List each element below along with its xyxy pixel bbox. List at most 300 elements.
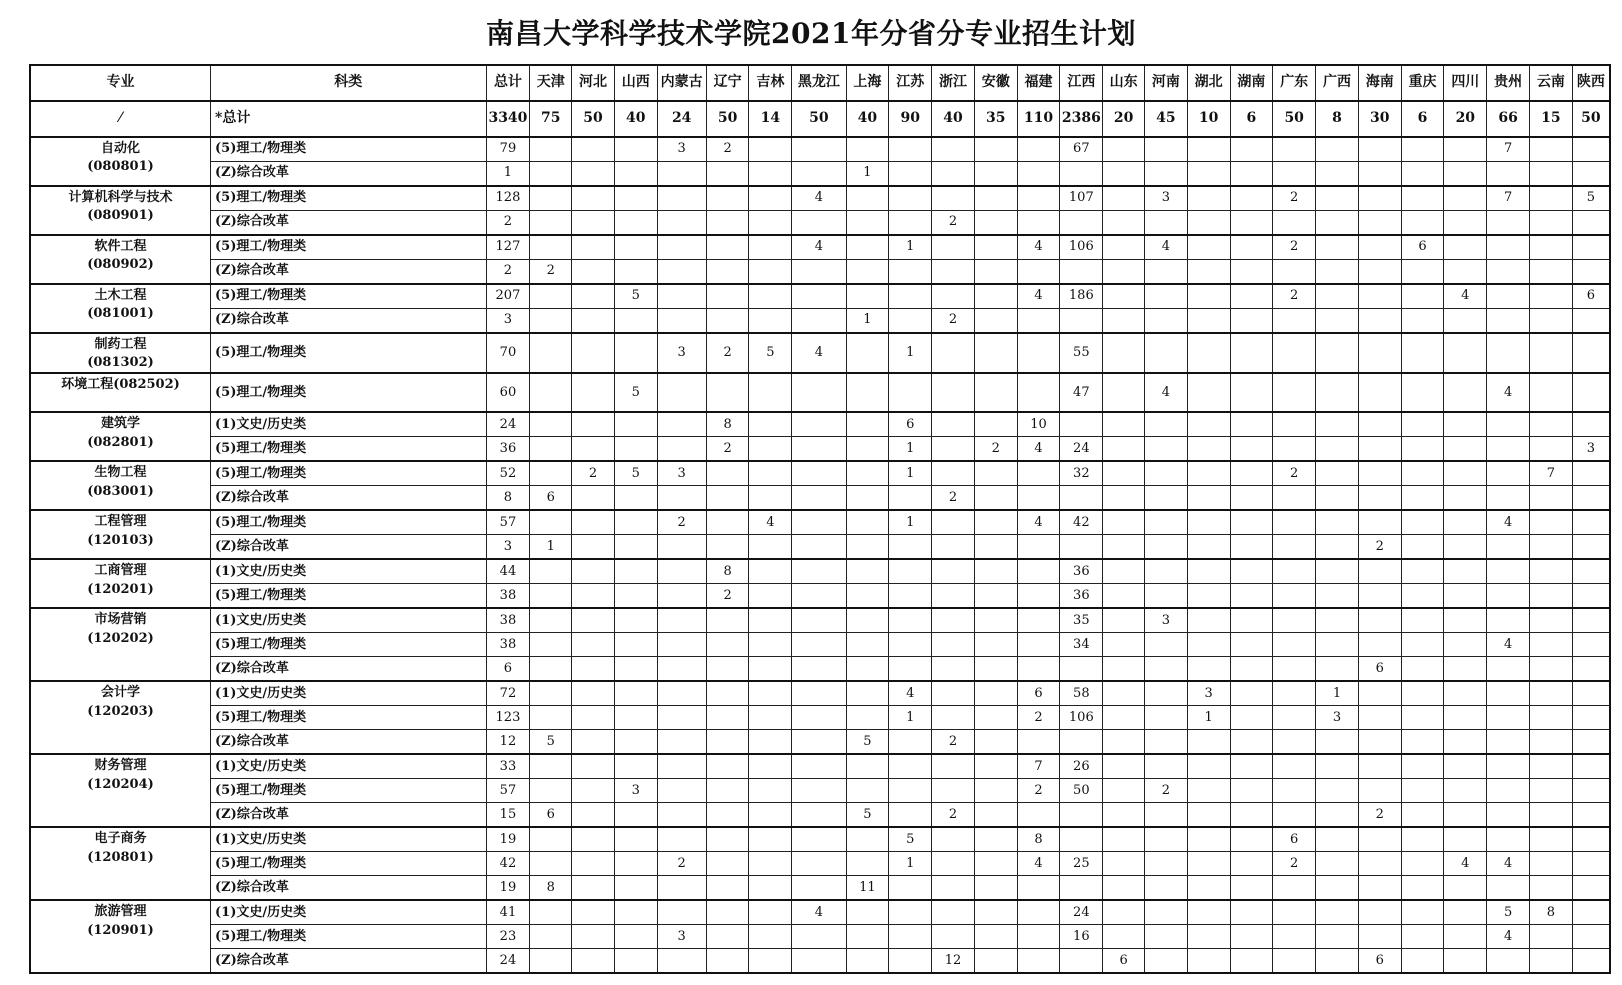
count-cell (1017, 373, 1060, 412)
count-cell (749, 584, 792, 609)
enrollment-plan-table (29, 64, 1611, 974)
count-cell (889, 284, 932, 309)
column-header: 海南 (1358, 65, 1401, 101)
count-cell (530, 949, 572, 974)
count-cell (932, 900, 975, 925)
subject-type-cell: (Z)综合改革 (211, 876, 487, 901)
table-row (30, 681, 1610, 706)
count-cell: 26 (1060, 754, 1103, 779)
count-cell: 1 (889, 510, 932, 535)
count-cell (749, 852, 792, 876)
count-cell (974, 309, 1017, 334)
count-cell (932, 260, 975, 285)
count-cell (1273, 260, 1316, 285)
count-cell (792, 730, 846, 755)
count-cell (792, 486, 846, 511)
count-cell: 4 (1444, 852, 1487, 876)
count-cell: 52 (486, 461, 530, 486)
count-cell (1572, 486, 1610, 511)
count-cell: 2 (1017, 779, 1060, 803)
count-cell (1103, 852, 1145, 876)
count-cell (657, 584, 706, 609)
count-cell (1529, 309, 1572, 334)
count-cell (1017, 584, 1060, 609)
count-cell (1017, 876, 1060, 901)
count-cell (1401, 309, 1444, 334)
count-cell (530, 211, 572, 236)
count-cell (614, 309, 657, 334)
count-cell (1401, 461, 1444, 486)
count-cell (1401, 260, 1444, 285)
count-cell (1529, 949, 1572, 974)
count-cell: 70 (486, 333, 530, 373)
count-cell (1529, 584, 1572, 609)
count-cell (1316, 925, 1359, 949)
count-cell (932, 584, 975, 609)
total-value-cell: 50 (1572, 101, 1610, 137)
count-cell (1187, 827, 1230, 852)
count-cell (706, 535, 749, 560)
count-cell (1230, 412, 1273, 437)
column-header: 广东 (1273, 65, 1316, 101)
count-cell (889, 486, 932, 511)
count-cell (889, 779, 932, 803)
total-value-cell: 8 (1316, 101, 1359, 137)
count-cell (1230, 633, 1273, 657)
count-cell: 6 (889, 412, 932, 437)
count-cell (1401, 754, 1444, 779)
count-cell (572, 260, 615, 285)
count-cell (846, 681, 889, 706)
count-cell (889, 211, 932, 236)
count-cell (1187, 309, 1230, 334)
count-cell (1187, 373, 1230, 412)
count-cell (1230, 186, 1273, 211)
count-cell: 24 (1060, 900, 1103, 925)
count-cell (657, 779, 706, 803)
subject-type-cell: (5)理工/物理类 (211, 510, 487, 535)
count-cell: 3 (657, 137, 706, 162)
count-cell: 72 (486, 681, 530, 706)
count-cell (530, 754, 572, 779)
total-value-cell: 50 (792, 101, 846, 137)
table-row (30, 437, 1610, 462)
count-cell (1444, 373, 1487, 412)
count-cell (530, 559, 572, 584)
subject-type-cell: (5)理工/物理类 (211, 186, 487, 211)
total-value-cell: 15 (1529, 101, 1572, 137)
count-cell (1187, 900, 1230, 925)
count-cell: 4 (1487, 852, 1530, 876)
count-cell (1230, 608, 1273, 633)
count-cell (1316, 309, 1359, 334)
count-cell (846, 235, 889, 260)
count-cell (1103, 681, 1145, 706)
count-cell: 38 (486, 584, 530, 609)
count-cell (1444, 949, 1487, 974)
count-cell: 2 (1273, 186, 1316, 211)
count-cell: 2 (1273, 461, 1316, 486)
count-cell: 47 (1060, 373, 1103, 412)
count-cell (1060, 803, 1103, 828)
count-cell (572, 535, 615, 560)
count-cell (1444, 211, 1487, 236)
count-cell: 3 (486, 309, 530, 334)
count-cell: 6 (530, 803, 572, 828)
count-cell (1230, 779, 1273, 803)
count-cell (932, 373, 975, 412)
column-header: 河南 (1144, 65, 1187, 101)
count-cell: 36 (1060, 584, 1103, 609)
table-row (30, 584, 1610, 609)
count-cell: 4 (792, 333, 846, 373)
count-cell (889, 925, 932, 949)
count-cell: 1 (530, 535, 572, 560)
count-cell (932, 827, 975, 852)
count-cell (1230, 900, 1273, 925)
count-cell (1144, 559, 1187, 584)
count-cell (1273, 437, 1316, 462)
count-cell: 60 (486, 373, 530, 412)
count-cell (1444, 584, 1487, 609)
count-cell (1572, 827, 1610, 852)
count-cell (1444, 876, 1487, 901)
count-cell (1401, 186, 1444, 211)
count-cell (792, 284, 846, 309)
count-cell (1572, 925, 1610, 949)
count-cell (1017, 461, 1060, 486)
count-cell: 15 (486, 803, 530, 828)
count-cell (572, 608, 615, 633)
count-cell (1230, 235, 1273, 260)
total-value-cell: 40 (932, 101, 975, 137)
count-cell (530, 235, 572, 260)
count-cell (1529, 535, 1572, 560)
count-cell: 4 (1444, 284, 1487, 309)
count-cell: 6 (1103, 949, 1145, 974)
count-cell (657, 309, 706, 334)
count-cell (1316, 949, 1359, 974)
count-cell (1529, 827, 1572, 852)
count-cell (974, 706, 1017, 730)
count-cell (932, 333, 975, 373)
count-cell (1103, 584, 1145, 609)
count-cell: 4 (1017, 235, 1060, 260)
count-cell (1144, 535, 1187, 560)
count-cell (1487, 235, 1530, 260)
count-cell (1230, 803, 1273, 828)
count-cell (572, 235, 615, 260)
count-cell (974, 486, 1017, 511)
table-row (30, 461, 1610, 486)
count-cell (530, 284, 572, 309)
count-cell (1017, 730, 1060, 755)
count-cell (614, 706, 657, 730)
count-cell (846, 412, 889, 437)
count-cell (932, 412, 975, 437)
count-cell (1273, 211, 1316, 236)
table-row (30, 373, 1610, 412)
count-cell (1401, 559, 1444, 584)
count-cell: 1 (889, 706, 932, 730)
count-cell (614, 827, 657, 852)
count-cell (1187, 876, 1230, 901)
count-cell: 36 (1060, 559, 1103, 584)
total-value-cell: 20 (1444, 101, 1487, 137)
total-value-cell: 50 (1273, 101, 1316, 137)
count-cell (1187, 949, 1230, 974)
count-cell (1401, 925, 1444, 949)
count-cell: 8 (1529, 900, 1572, 925)
count-cell (1572, 803, 1610, 828)
count-cell: 2 (1273, 235, 1316, 260)
count-cell (1144, 803, 1187, 828)
count-cell: 3 (657, 925, 706, 949)
count-cell (1017, 162, 1060, 187)
count-cell (706, 373, 749, 412)
count-cell: 6 (1401, 235, 1444, 260)
count-cell (1358, 827, 1401, 852)
total-value-cell: 30 (1358, 101, 1401, 137)
count-cell (1316, 730, 1359, 755)
count-cell (932, 535, 975, 560)
count-cell (889, 730, 932, 755)
count-cell (1230, 437, 1273, 462)
count-cell (1187, 333, 1230, 373)
table-row (30, 211, 1610, 236)
table-row (30, 559, 1610, 584)
count-cell (1060, 412, 1103, 437)
count-cell (572, 754, 615, 779)
count-cell (1487, 162, 1530, 187)
count-cell (1401, 657, 1444, 682)
count-cell (1187, 437, 1230, 462)
count-cell: 5 (530, 730, 572, 755)
table-row (30, 412, 1610, 437)
count-cell (572, 681, 615, 706)
count-cell (792, 779, 846, 803)
count-cell (1144, 657, 1187, 682)
total-value-cell: 45 (1144, 101, 1187, 137)
count-cell (932, 852, 975, 876)
count-cell (749, 925, 792, 949)
table-row (30, 608, 1610, 633)
count-cell: 1 (846, 309, 889, 334)
count-cell (1103, 608, 1145, 633)
count-cell: 106 (1060, 706, 1103, 730)
subject-type-cell: (5)理工/物理类 (211, 633, 487, 657)
count-cell (1103, 309, 1145, 334)
subject-type-cell: (5)理工/物理类 (211, 137, 487, 162)
count-cell (657, 211, 706, 236)
count-cell (572, 373, 615, 412)
count-cell (846, 754, 889, 779)
count-cell (932, 235, 975, 260)
count-cell (1316, 827, 1359, 852)
count-cell (657, 235, 706, 260)
count-cell (706, 925, 749, 949)
count-cell (530, 186, 572, 211)
count-cell (974, 260, 1017, 285)
count-cell (1401, 633, 1444, 657)
count-cell (1572, 657, 1610, 682)
count-cell (974, 333, 1017, 373)
count-cell (706, 633, 749, 657)
count-cell (614, 535, 657, 560)
count-cell (749, 706, 792, 730)
count-cell (706, 681, 749, 706)
count-cell (1529, 137, 1572, 162)
count-cell (1444, 633, 1487, 657)
count-cell: 38 (486, 633, 530, 657)
count-cell (749, 437, 792, 462)
count-cell (1316, 535, 1359, 560)
count-cell (1144, 486, 1187, 511)
subject-type-cell: (Z)综合改革 (211, 803, 487, 828)
count-cell (1401, 162, 1444, 187)
count-cell (706, 510, 749, 535)
count-cell (749, 211, 792, 236)
subject-type-cell: (1)文史/历史类 (211, 412, 487, 437)
count-cell (657, 730, 706, 755)
count-cell (1230, 559, 1273, 584)
count-cell (792, 559, 846, 584)
count-cell (749, 309, 792, 334)
count-cell (1487, 211, 1530, 236)
count-cell (974, 754, 1017, 779)
count-cell (846, 373, 889, 412)
count-cell (1230, 284, 1273, 309)
count-cell (1401, 681, 1444, 706)
count-cell: 19 (486, 876, 530, 901)
count-cell (706, 260, 749, 285)
count-cell (1529, 373, 1572, 412)
count-cell: 4 (1017, 437, 1060, 462)
count-cell (1273, 803, 1316, 828)
count-cell (1144, 827, 1187, 852)
count-cell (1144, 211, 1187, 236)
count-cell (572, 510, 615, 535)
count-cell (1358, 235, 1401, 260)
table-row (30, 309, 1610, 334)
count-cell (749, 949, 792, 974)
count-cell (1103, 235, 1145, 260)
count-cell (1103, 211, 1145, 236)
count-cell (846, 284, 889, 309)
count-cell (889, 309, 932, 334)
count-cell: 8 (486, 486, 530, 511)
count-cell (1487, 681, 1530, 706)
count-cell (1358, 925, 1401, 949)
subject-type-cell: (5)理工/物理类 (211, 852, 487, 876)
count-cell: 3 (1572, 437, 1610, 462)
count-cell (1017, 608, 1060, 633)
count-cell (974, 852, 1017, 876)
count-cell (1358, 373, 1401, 412)
count-cell (1529, 779, 1572, 803)
count-cell (1230, 461, 1273, 486)
count-cell (1103, 900, 1145, 925)
count-cell (706, 949, 749, 974)
count-cell (1401, 730, 1444, 755)
count-cell (530, 461, 572, 486)
count-cell (1316, 284, 1359, 309)
count-cell (1487, 657, 1530, 682)
count-cell (614, 186, 657, 211)
count-cell (657, 535, 706, 560)
count-cell: 4 (1487, 373, 1530, 412)
count-cell: 2 (486, 211, 530, 236)
count-cell (657, 949, 706, 974)
count-cell: 1 (846, 162, 889, 187)
table-row (30, 925, 1610, 949)
count-cell (749, 754, 792, 779)
count-cell (1144, 754, 1187, 779)
table-row (30, 260, 1610, 285)
count-cell (792, 309, 846, 334)
count-cell (1572, 706, 1610, 730)
count-cell (1444, 461, 1487, 486)
count-cell: 8 (1017, 827, 1060, 852)
count-cell (1230, 852, 1273, 876)
count-cell (1444, 803, 1487, 828)
count-cell: 4 (889, 681, 932, 706)
count-cell (1572, 608, 1610, 633)
count-cell (530, 309, 572, 334)
count-cell (614, 559, 657, 584)
count-cell (1487, 412, 1530, 437)
count-cell (1444, 681, 1487, 706)
count-cell: 23 (486, 925, 530, 949)
count-cell (1358, 876, 1401, 901)
count-cell (974, 211, 1017, 236)
count-cell (572, 657, 615, 682)
count-cell (1103, 486, 1145, 511)
count-cell (1358, 333, 1401, 373)
count-cell (1529, 235, 1572, 260)
count-cell (1103, 333, 1145, 373)
count-cell (614, 211, 657, 236)
count-cell: 6 (1273, 827, 1316, 852)
count-cell: 42 (1060, 510, 1103, 535)
count-cell (1103, 706, 1145, 730)
count-cell (1444, 900, 1487, 925)
table-row (30, 949, 1610, 974)
total-type-cell: *总计 (211, 101, 487, 137)
count-cell (846, 461, 889, 486)
count-cell: 6 (1017, 681, 1060, 706)
count-cell: 4 (1487, 510, 1530, 535)
count-cell: 1 (1316, 681, 1359, 706)
count-cell (1187, 559, 1230, 584)
count-cell (932, 925, 975, 949)
count-cell: 7 (1529, 461, 1572, 486)
subject-type-cell: (Z)综合改革 (211, 162, 487, 187)
count-cell (792, 608, 846, 633)
table-row (30, 137, 1610, 162)
count-cell (1273, 706, 1316, 730)
count-cell (1316, 412, 1359, 437)
count-cell: 12 (932, 949, 975, 974)
count-cell (614, 681, 657, 706)
count-cell (1144, 706, 1187, 730)
count-cell (1401, 608, 1444, 633)
subject-type-cell: (Z)综合改革 (211, 486, 487, 511)
count-cell (657, 412, 706, 437)
count-cell (657, 633, 706, 657)
table-row (30, 186, 1610, 211)
count-cell (1444, 486, 1487, 511)
